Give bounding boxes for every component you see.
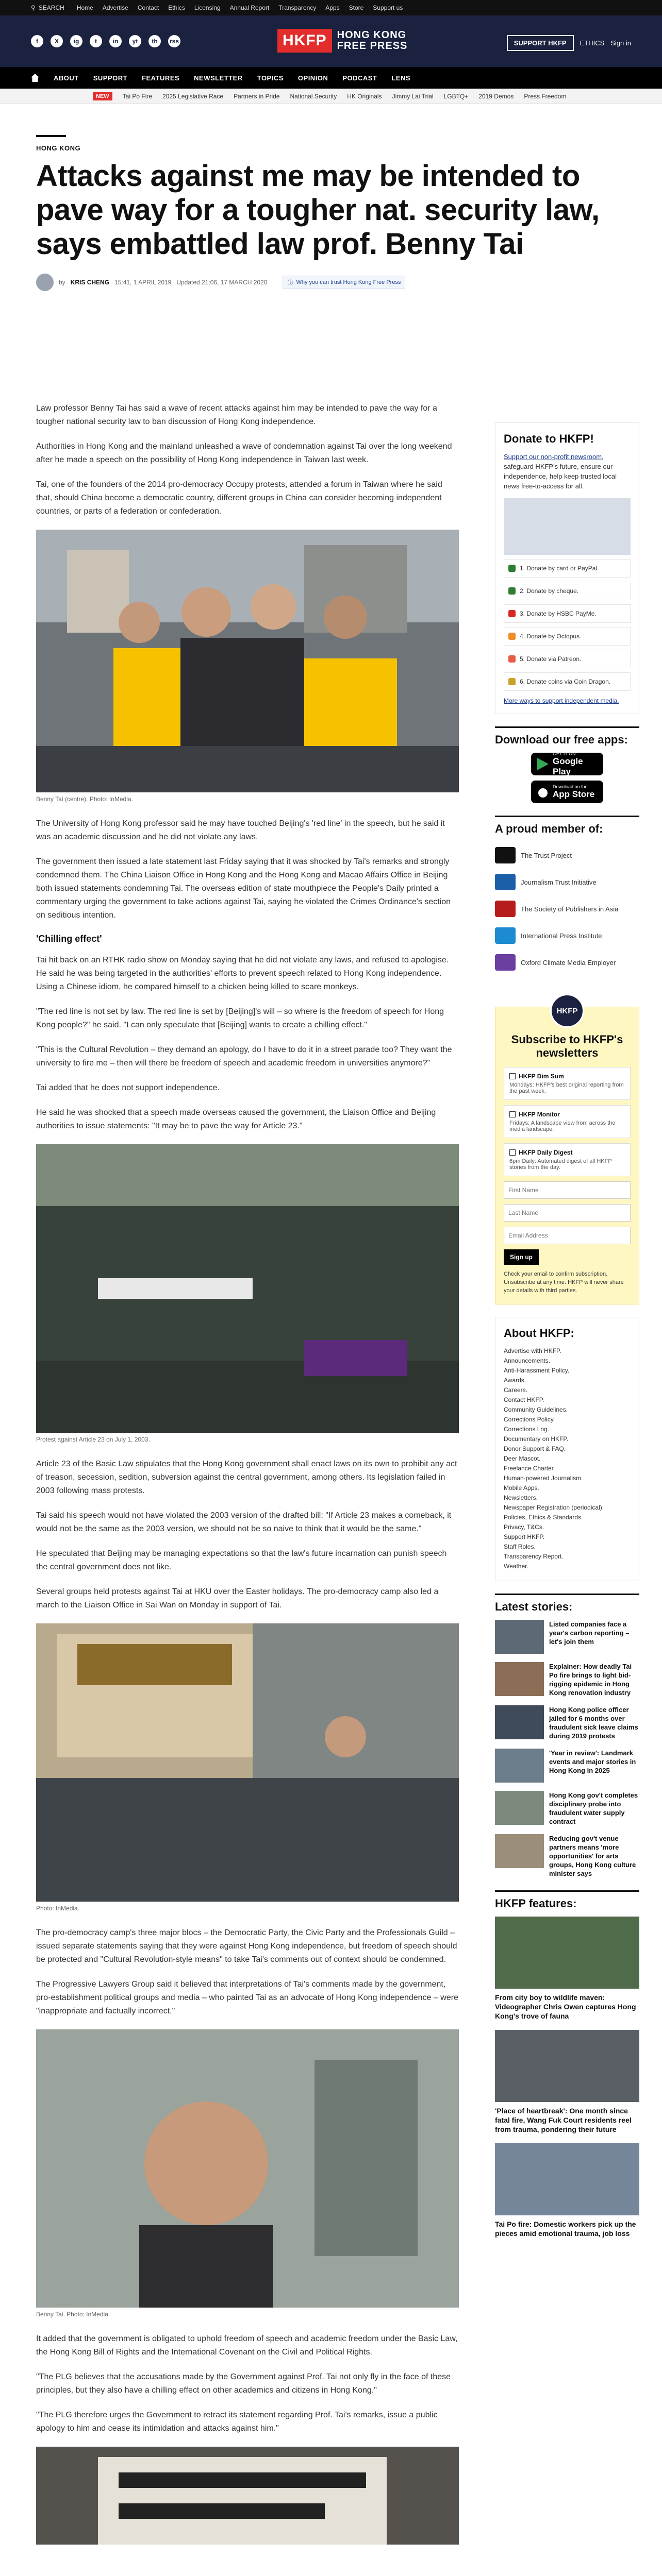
photo-caption: Benny Tai (centre). Photo: InMedia.	[36, 795, 133, 803]
member-trust-project[interactable]	[495, 842, 639, 869]
newsletter-option-desc: Mondays: HKFP's best original reporting from the past week.	[509, 1082, 624, 1094]
feature-title: Tai Po fire: Domestic workers pick up the pieces amid emotional trauma, job loss	[495, 2220, 636, 2238]
site-header	[0, 15, 662, 67]
byline	[36, 274, 631, 291]
about-link[interactable]: Newspaper Registration (periodical).	[504, 1504, 604, 1511]
first-name-input[interactable]	[504, 1181, 631, 1199]
telegram-icon[interactable]: t	[90, 35, 102, 47]
logo-wordmark	[337, 30, 408, 52]
article-paragraph: The Progressive Lawyers Group said it believed that interpretations of Tai's comments made by the government, pro-establishment political groups and media – who painted Tai as an advocate of Hong Kong independence – were "inappropriate and factually incorrect."	[36, 1980, 458, 2015]
donate-option[interactable]	[504, 650, 631, 668]
trending-legco-race[interactable]: 2025 Legislative Race	[162, 92, 224, 100]
about-link[interactable]: Advertise with HKFP.	[504, 1347, 561, 1354]
nav-topics[interactable]: TOPICS	[257, 74, 284, 82]
donate-option[interactable]	[504, 604, 631, 623]
story-title: Hong Kong gov't completes disciplinary probe into fraudulent water supply contract	[549, 1791, 638, 1825]
google-play-small: GET IT ON	[553, 751, 576, 756]
newsletter-title: Subscribe to HKFP's newsletters	[511, 1033, 623, 1059]
utility-link-contact[interactable]: Contact	[137, 4, 159, 11]
title-rule	[36, 135, 66, 137]
newsletter-option-daily[interactable]	[504, 1143, 631, 1176]
article-paragraph: He said he was shocked that a speech made overseas caused the government, the Liaison Office and Beijing authorities to issue statements: "It may be to pave the way for Article 23."	[36, 1108, 436, 1130]
sidebar	[495, 422, 639, 2247]
article-paragraph: Several groups held protests against Tai at HKU over the Easter holidays. The pro-democracy camp also led a march to the Liaison Office in Sai Wan on Monday in support of Tai.	[36, 1587, 439, 1609]
member-title: A proud member of:	[495, 816, 639, 836]
youtube-icon[interactable]: yt	[129, 35, 141, 47]
article-paragraph: Authorities in Hong Kong and the mainland unleashed a wave of condemnation against Tai over the long weekend after he made a speech on the possibility of Hong Kong independence in Taiwan last week.	[36, 442, 452, 464]
newsletter-option-desc: 6pm Daily: Automated digest of all HKFP stories from the day.	[509, 1158, 612, 1171]
article-paragraph: Law professor Benny Tai has said a wave of recent attacks against him may be intended to pave the way for a tougher national security law to ban discussion of Hong Kong independence.	[36, 404, 437, 426]
utility-link-support[interactable]: Support us	[373, 4, 403, 11]
donate-option[interactable]	[504, 627, 631, 646]
email-input[interactable]	[504, 1227, 631, 1244]
features-title: HKFP features:	[495, 1890, 639, 1910]
photo-caption: Benny Tai. Photo: InMedia.	[36, 2311, 110, 2318]
social-links	[31, 35, 180, 47]
trust-icon: ⓘ	[287, 280, 293, 286]
patreon-icon	[508, 655, 516, 663]
about-link[interactable]: Policies, Ethics & Standards.	[504, 1514, 583, 1521]
newsletter-box	[495, 1007, 639, 1304]
about-link[interactable]: Careers.	[504, 1386, 528, 1394]
story-title: Explainer: How deadly Tai Po fire brings to light bid-rigging epidemic in Hong Kong renovation industry	[549, 1663, 632, 1697]
google-play-badge[interactable]	[531, 753, 603, 775]
donate-box	[495, 422, 639, 714]
donate-blurb: , safeguard HKFP's future, ensure our independence, help keep trusted local news free-to-access for all.	[504, 453, 617, 490]
about-link[interactable]: Deer Mascot.	[504, 1455, 541, 1462]
newsletter-option-dimsum[interactable]	[504, 1067, 631, 1100]
trending-hk-originals[interactable]: HK Originals	[347, 92, 382, 100]
donate-more-link[interactable]: More ways to support independent media.	[504, 697, 619, 704]
article-paragraph: The University of Hong Kong professor said he may have touched Beijing's 'red line' in the speech, but he said it was an academic discussion and he did not violate any laws.	[36, 819, 445, 841]
newsletter-option-desc: Fridays: A landscape view from across the media landscape.	[509, 1120, 616, 1132]
facebook-icon[interactable]: f	[31, 35, 43, 47]
latest-stories	[495, 1594, 639, 1878]
publish-date: 15:41, 1 APRIL 2019	[114, 279, 172, 286]
octopus-icon	[508, 633, 516, 640]
about-link[interactable]: Staff Roles.	[504, 1543, 536, 1550]
membership-block	[495, 816, 639, 976]
latest-title: Latest stories:	[495, 1594, 639, 1614]
rss-icon[interactable]: rss	[168, 35, 180, 47]
x-icon[interactable]: X	[51, 35, 63, 47]
utility-link-annual-report[interactable]: Annual Report	[229, 4, 270, 11]
threads-icon[interactable]: th	[148, 35, 161, 47]
apps-block	[495, 726, 639, 803]
apps-title: Download our free apps:	[495, 726, 639, 747]
card-icon	[508, 565, 516, 572]
app-store-small: Download on the	[553, 784, 588, 789]
hkfp-features	[495, 1890, 639, 2238]
nav-support[interactable]: SUPPORT	[93, 74, 128, 82]
trending-jimmy-lai-trial[interactable]: Jimmy Lai Trial	[392, 92, 434, 100]
about-link[interactable]: Human-powered Journalism.	[504, 1475, 583, 1482]
trending-tai-po-fire[interactable]: Tai Po Fire	[122, 92, 153, 100]
search-label: SEARCH	[38, 4, 64, 11]
member-name: The Society of Publishers in Asia	[521, 905, 619, 913]
search-icon: ⚲	[31, 4, 36, 11]
about-link[interactable]: Documentary on HKFP.	[504, 1435, 569, 1443]
trending-2019-demos[interactable]: 2019 Demos	[478, 92, 514, 100]
utility-link-advertise[interactable]: Advertise	[102, 4, 128, 11]
utility-link-store[interactable]: Store	[349, 4, 364, 11]
utility-links	[77, 4, 403, 11]
ipi-logo	[495, 927, 516, 944]
cheque-icon	[508, 587, 516, 595]
nav-features[interactable]: FEATURES	[142, 74, 180, 82]
logo-line-1: HONG KONG	[337, 29, 407, 41]
member-name: The Trust Project	[521, 851, 572, 859]
logo-mark: HKFP	[277, 29, 332, 53]
utility-link-licensing[interactable]: Licensing	[194, 4, 221, 11]
donate-option[interactable]	[504, 582, 631, 600]
member-name: Journalism Trust Initiative	[521, 878, 597, 886]
member-jti[interactable]	[495, 869, 639, 895]
app-store-big: App Store	[553, 789, 595, 799]
about-link[interactable]: Weather.	[504, 1563, 528, 1570]
article-paragraph: Tai, one of the founders of the 2014 pro-democracy Occupy protests, attended a forum in Taiwan where he said that, should China become a democratic country, different groups in China can consider becoming independent countries, or parts of a federation or confederation.	[36, 480, 442, 516]
trending-lgbtq[interactable]: LGBTQ+	[443, 92, 469, 100]
search-toggle[interactable]	[31, 4, 64, 11]
oxford-climate-logo	[495, 954, 516, 971]
article-paragraph: Tai hit back on an RTHK radio show on Monday saying that he did not violate any laws, and refused to apologise. He said he was being targeted in the authorities' efforts to prevent speech related to Hong Kong independence. Using a Chinese idiom, he compared himself to a chicken being killed to scare monkeys.	[36, 956, 449, 991]
article-body	[36, 402, 459, 2545]
member-name: International Press Institute	[521, 931, 602, 940]
article-paragraph: "The PLG believes that the accusations made by the Government against Prof. Tai not only fly in the face of these principles, but they also have a chilling effect on other academics and citizens in Hong Kong."	[36, 2372, 451, 2395]
member-oxford-climate[interactable]	[495, 949, 639, 976]
story-thumbnail	[495, 1834, 544, 1868]
nav-lens[interactable]: LENS	[391, 74, 411, 82]
utility-link-ethics[interactable]: Ethics	[168, 4, 185, 11]
newsletter-option-name: HKFP Dim Sum	[519, 1073, 564, 1080]
checkbox-icon[interactable]	[509, 1149, 516, 1156]
feature-title: From city boy to wildlife maven: Videographer Chris Owen captures Hong Kong's trove of fauna	[495, 1993, 636, 2020]
about-link[interactable]: Anti-Harassment Policy.	[504, 1367, 570, 1374]
feature-image	[495, 2143, 639, 2215]
donate-graphic	[504, 498, 631, 555]
article-subheading: 'Chilling effect'	[36, 934, 102, 944]
about-box	[495, 1317, 639, 1581]
about-link[interactable]: Corrections Log.	[504, 1426, 550, 1433]
main-nav	[0, 67, 662, 89]
article-header	[0, 104, 662, 291]
latest-story[interactable]	[495, 1834, 639, 1878]
newsletter-option-monitor[interactable]	[504, 1105, 631, 1138]
payme-icon	[508, 610, 516, 617]
photo-caption: Protest against Article 23 on July 1, 2003.	[36, 1436, 150, 1443]
newsletter-badge: HKFP	[550, 994, 584, 1028]
donate-options	[504, 559, 631, 691]
feature-title: 'Place of heartbreak': One month since fatal fire, Wang Fuk Court residents reel from trauma, pondering their future	[495, 2107, 632, 2133]
nav-newsletter[interactable]: NEWSLETTER	[194, 74, 243, 82]
photo-benny-tai-protest	[36, 530, 459, 792]
latest-story[interactable]	[495, 1749, 639, 1783]
article-paragraph: Tai added that he does not support independence.	[36, 1083, 220, 1092]
feature-story[interactable]	[495, 1917, 639, 2021]
donate-link[interactable]: Support our non-profit newsroom	[504, 453, 602, 461]
about-link[interactable]: Transparency Report.	[504, 1553, 564, 1560]
about-link[interactable]: Corrections Policy.	[504, 1416, 555, 1423]
feature-image	[495, 1917, 639, 1989]
donate-option-label: 4. Donate by Octopus.	[520, 633, 582, 640]
utility-bar	[0, 0, 662, 15]
instagram-icon[interactable]: ig	[70, 35, 82, 47]
newsletter-option-name: HKFP Daily Digest	[519, 1149, 573, 1156]
app-store-badge[interactable]	[531, 781, 603, 803]
sopa-logo	[495, 901, 516, 917]
feature-story[interactable]	[495, 2030, 639, 2134]
by-label: by	[59, 279, 65, 286]
header-actions	[507, 35, 631, 51]
about-title: About HKFP:	[504, 1327, 574, 1340]
donate-option-label: 5. Donate via Patreon.	[520, 655, 582, 663]
about-link[interactable]: Community Guidelines.	[504, 1406, 568, 1413]
photo-liaison-office	[36, 1623, 459, 1902]
portrait-photo-illustration	[36, 2029, 459, 2308]
logo-line-2: FREE PRESS	[337, 40, 408, 52]
support-hkfp-button[interactable]: SUPPORT HKFP	[507, 35, 574, 51]
article-paragraph: "The PLG therefore urges the Government to retract its statement regarding Prof. Tai's remarks, issue a public apology to him and cease its intimidation and attacks against him."	[36, 2411, 438, 2433]
article-paragraph: "The red line is not set by law. The red line is set by [Beijing]'s will – so where is the freedom of speech for Hong Kong people?" he said. "I can only speculate that [Beijing] wants to create a chilling effect."	[36, 1007, 444, 1029]
author-avatar	[36, 274, 54, 291]
donate-option-label: 6. Donate coins via Coin Dragon.	[520, 678, 611, 685]
about-link[interactable]: Newsletters.	[504, 1494, 538, 1501]
about-link[interactable]: Support HKFP.	[504, 1533, 545, 1540]
ethics-link[interactable]: ETHICS	[580, 39, 605, 47]
trust-label: Why you can trust Hong Kong Free Press	[296, 279, 401, 285]
newsletter-option-name: HKFP Monitor	[519, 1111, 560, 1118]
story-title: Listed companies face a year's carbon reporting – let's join them	[549, 1620, 630, 1646]
photo-article23-protest	[36, 1144, 459, 1433]
about-link[interactable]: Mobile Apps.	[504, 1484, 539, 1492]
article-paragraph: The pro-democracy camp's three major blocs – the Democratic Party, the Civic Party and the Professionals Guild – issued separate statements saying that they were against Hong Kong independence, but freedom of speech should be protected and "Cultural Revolution-style means" to take Tai's comments out of context should be condemned.	[36, 1928, 457, 1964]
trust-project-logo	[495, 847, 516, 863]
site-logo[interactable]	[277, 29, 407, 53]
member-ipi[interactable]	[495, 922, 639, 949]
about-link[interactable]: Privacy, T&Cs.	[504, 1523, 544, 1531]
linkedin-icon[interactable]: in	[109, 35, 122, 47]
story-title: Reducing gov't venue partners means 'more opportunities' for arts groups, Hong Kong culture minister says	[549, 1835, 636, 1877]
trending-national-security[interactable]: National Security	[290, 92, 337, 100]
donate-option-label: 3. Donate by HSBC PayMe.	[520, 610, 597, 617]
story-thumbnail	[495, 1749, 544, 1783]
story-title: 'Year in review': Landmark events and major stories in Hong Kong in 2025	[549, 1749, 636, 1774]
article-paragraph: The government then issued a late statement last Friday saying that it was shocked by Tai's remarks and strongly condemned them. The China Liaison Office in Hong Kong and the Hong Kong and Macao Affairs Office in Beijing both issued statements condemning Tai. The overseas edition of state mouthpiece the People's Daily printed a commentary urging the government to take actions against Tai, saying he violated the Crimes Ordinance's section on seditious intention.	[36, 857, 451, 920]
article-paragraph: He speculated that Beijing may be managing expectations so that the law's future incarnation can punish speech the central government does not like.	[36, 1549, 447, 1571]
story-thumbnail	[495, 1705, 544, 1739]
google-play-icon	[537, 758, 549, 770]
nav-podcast[interactable]: PODCAST	[342, 74, 377, 82]
article-paragraph: "This is the Cultural Revolution – they demand an apology, do I have to do it in a street parade too? They want the university to fire me – then will there be freedom of speech and academic freedom in universities anymore?"	[36, 1045, 452, 1067]
latest-story[interactable]	[495, 1662, 639, 1697]
article-category[interactable]: HONG KONG	[36, 144, 81, 152]
trending-bar	[0, 89, 662, 104]
donate-option-label: 2. Donate by cheque.	[520, 587, 579, 595]
donate-option[interactable]	[504, 559, 631, 578]
protest-photo-illustration	[36, 530, 459, 792]
latest-story[interactable]	[495, 1705, 639, 1740]
donate-option-label: 1. Donate by card or PayPal.	[520, 565, 599, 572]
new-badge: NEW	[93, 92, 112, 100]
nav-opinion[interactable]: OPINION	[297, 74, 328, 82]
story-thumbnail	[495, 1620, 544, 1654]
trending-press-freedom[interactable]: Press Freedom	[524, 92, 567, 100]
latest-story[interactable]	[495, 1620, 639, 1654]
liaison-office-photo-illustration	[36, 1623, 459, 1902]
article-paragraph: It added that the government is obligated to uphold freedom of speech and academic freedom under the Basic Law, the Hong Kong Bill of Rights and the International Covenant on the Civil and Political Rights.	[36, 2334, 458, 2357]
about-list	[504, 1346, 631, 1571]
trending-partners-in-pride[interactable]: Partners in Pride	[234, 92, 280, 100]
newsletter-note: Check your email to confirm subscription. Unsubscribe at any time. HKFP will never share your details with third parties.	[504, 1271, 624, 1294]
article-title: Attacks against me may be intended to pave way for a tougher nat. security law, says embattled law prof. Benny Tai	[36, 159, 600, 261]
crowd-photo-illustration	[36, 1144, 459, 1433]
about-link[interactable]: Donor Support & FAQ.	[504, 1445, 566, 1452]
utility-link-home[interactable]: Home	[76, 4, 93, 11]
member-sopa[interactable]	[495, 895, 639, 922]
utility-link-transparency[interactable]: Transparency	[278, 4, 317, 11]
author-name[interactable]: KRIS CHENG	[70, 279, 110, 286]
about-link[interactable]: Awards.	[504, 1377, 526, 1384]
google-play-big: Google Play	[553, 756, 583, 776]
checkbox-icon[interactable]	[509, 1073, 516, 1079]
article-paragraph: Tai said his speech would not have violated the 2003 version of the drafted bill: "If Article 23 makes a comeback, it would not be the same as the 2003 version, we should not be so naive to think that it would be the same."	[36, 1511, 452, 1533]
feature-story[interactable]	[495, 2143, 639, 2238]
donate-title: Donate to HKFP!	[504, 432, 594, 445]
photo-caption: Photo: InMedia.	[36, 1905, 80, 1912]
checkbox-icon[interactable]	[509, 1111, 516, 1117]
apple-icon	[537, 786, 549, 798]
donate-text	[504, 452, 631, 491]
story-thumbnail	[495, 1662, 544, 1696]
signin-link[interactable]: Sign in	[610, 39, 631, 47]
photo-benny-tai-portrait	[36, 2029, 459, 2308]
jti-logo	[495, 874, 516, 890]
coin-icon	[508, 678, 516, 685]
feature-image	[495, 2030, 639, 2102]
trust-link[interactable]	[283, 276, 405, 289]
nav-about[interactable]: ABOUT	[54, 74, 79, 82]
member-name: Oxford Climate Media Employer	[521, 958, 616, 967]
updated-date: Updated 21:06, 17 MARCH 2020	[176, 279, 268, 286]
about-link[interactable]: Announcements.	[504, 1357, 551, 1364]
latest-story[interactable]	[495, 1791, 639, 1826]
utility-link-apps[interactable]: Apps	[325, 4, 340, 11]
home-icon[interactable]	[31, 74, 39, 82]
about-link[interactable]: Freelance Charter.	[504, 1465, 555, 1472]
last-name-input[interactable]	[504, 1204, 631, 1222]
banner-photo-illustration	[36, 2447, 459, 2545]
signup-button[interactable]: Sign up	[504, 1249, 539, 1265]
story-thumbnail	[495, 1791, 544, 1825]
article-paragraph: Article 23 of the Basic Law stipulates that the Hong Kong government shall enact laws on its own to prohibit any act of treason, secession, sedition, subversion against the central government, among others. Its legislation failed in 2003 following mass protests.	[36, 1460, 457, 1495]
about-link[interactable]: Contact HKFP.	[504, 1396, 544, 1403]
story-title: Hong Kong police officer jailed for 6 months over fraudulent sick leave claims during 2019 protests	[549, 1706, 638, 1740]
photo-banner-bottom	[36, 2447, 459, 2545]
donate-option[interactable]	[504, 672, 631, 691]
